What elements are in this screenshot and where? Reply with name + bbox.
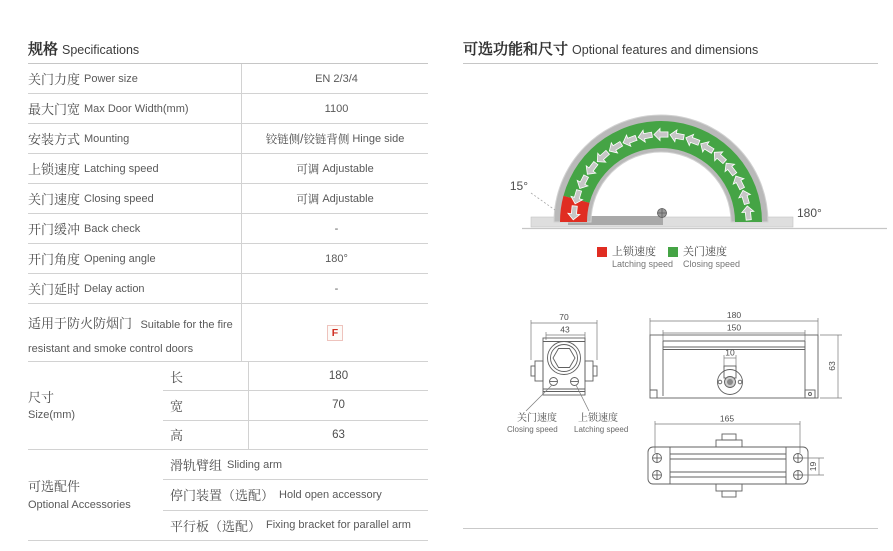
mounting-screws [653,454,803,480]
latching-valve-label-zh: 上锁速度 [578,413,618,424]
legend-closing-en: Closing speed [683,259,741,269]
latch-angle-leader [531,193,555,210]
spec-label-en: Latching speed [84,162,159,175]
spec-label-en: Closing speed [84,192,154,205]
spec-label-zh: 开门角度 [28,252,81,267]
table-row-max-door-width [28,94,428,124]
spec-value: 1100 [241,94,428,123]
dim-63: 63 [827,361,837,371]
dim-150: 150 [726,322,742,333]
optional-features-title [463,38,878,64]
closing-valve-label-zh: 关门速度 [517,413,557,424]
right-panel-divider [463,528,878,529]
spec-label-en: Delay action [84,282,145,295]
spec-value: 可调 Adjustable [241,154,428,183]
closing-valve-label-en: Closing speed [507,425,558,434]
spec-label-zh: 上锁速度 [28,162,81,177]
legend-closing-zh: 关门速度 [683,246,727,258]
spec-label [28,64,241,93]
size-row-width: 宽 70 [163,391,428,420]
spec-label [28,274,241,303]
size-group-label: 尺寸 Size(mm) [28,389,76,421]
open-angle-label: 180° [797,206,822,220]
spec-value: 铰链侧/铰链背侧 Hinge side [241,124,428,153]
spec-label [28,94,241,123]
spec-label [28,154,241,183]
dim-165: 165 [719,413,735,424]
speed-zone-arc-diagram [495,98,887,238]
front-view-drawing [645,308,855,428]
spec-label-en: Power size [84,72,138,85]
table-row-back-check [28,214,428,244]
spec-value: 180° [241,244,428,273]
table-row-delay-action [28,274,428,304]
specifications-title-zh: 规格 [28,41,59,58]
spec-label-zh: 关门延时 [28,282,81,297]
top-view-drawing [630,413,860,525]
size-row-length: 长 180 [163,362,428,391]
spec-label [28,184,241,213]
table-row-closing-speed [28,184,428,214]
legend-latching-zh: 上锁速度 [612,246,656,258]
dim-180: 180 [726,310,742,320]
spec-label-en: Back check [84,222,141,235]
table-row-latching-speed [28,154,428,184]
size-row-height: 高 63 [163,421,428,449]
table-group-accessories [28,450,428,541]
spec-value: - [241,274,428,303]
spec-label-zh: 适用于防火防烟门 [28,316,133,331]
dim-10: 10 [725,347,735,358]
spec-label [28,244,241,273]
spec-label-en: Opening angle [84,252,156,265]
optional-features-title-en: Optional features and dimensions [572,43,759,57]
spec-label-zh: 关门力度 [28,72,81,87]
fire-rated-badge: F [327,325,343,341]
closing-speed-swatch [668,247,678,257]
spec-label-zh: 关门速度 [28,192,81,207]
optional-features-title-zh: 可选功能和尺寸 [463,41,569,58]
spec-value: 可调 Adjustable [241,184,428,213]
spec-label [28,214,241,243]
specifications-title-en: Specifications [62,43,140,57]
latching-speed-swatch [597,247,607,257]
spec-value: - [241,214,428,243]
spec-label-en: Mounting [84,132,130,145]
dim-43: 43 [560,324,570,335]
spec-label-zh: 开门缓冲 [28,222,81,237]
accessory-row-hold-open: 停门装置（选配） Hold open accessory [163,480,428,510]
table-row-fire-door [28,304,428,362]
spec-label-zh: 安装方式 [28,132,81,147]
table-group-size [28,362,428,450]
accessory-row-sliding-arm: 滑轨臂组 Sliding arm [163,450,428,480]
spec-table [28,64,428,541]
spec-label [28,304,241,361]
spec-label-zh: 最大门宽 [28,102,81,117]
spec-label-en: Suitable for the fire resistant and smoke control doors [28,319,233,355]
spec-value: EN 2/3/4 [241,64,428,93]
dim-70: 70 [559,312,569,322]
spec-label-en: Max Door Width(mm) [84,102,189,115]
specifications-title [28,38,428,64]
latching-valve-label-en: Latching speed [574,425,629,434]
table-row-mounting [28,124,428,154]
end-view-drawing [490,310,640,438]
spec-label [28,124,241,153]
legend-latching-speed [597,246,673,269]
legend-closing-speed [668,246,740,269]
table-row-opening-angle [28,244,428,274]
table-row-power-size [28,64,428,94]
legend-latching-en: Latching speed [612,259,674,269]
accessory-row-parallel-bracket: 平行板（选配） Fixing bracket for parallel arm [170,518,411,534]
accessories-group-label: 可选配件 Optional Accessories [28,479,131,511]
latch-angle-label: 15° [509,179,528,193]
dim-19: 19 [808,461,818,472]
spec-value [241,304,428,361]
